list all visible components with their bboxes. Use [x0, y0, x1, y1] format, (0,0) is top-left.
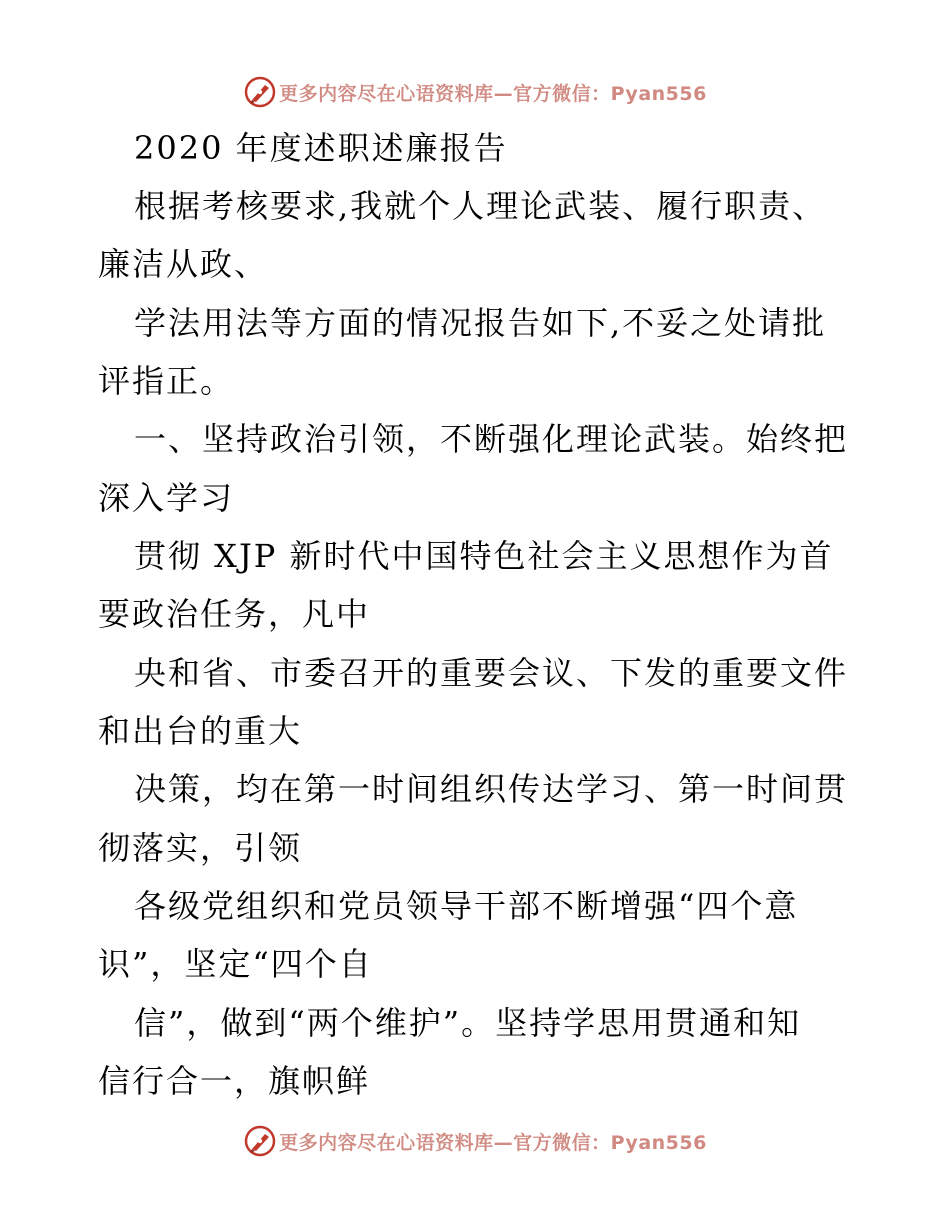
- paragraph-line: 各级党组织和党员领导干部不断增强“四个意: [134, 887, 799, 925]
- paragraph-line: 彻落实，引领: [98, 829, 303, 867]
- paragraph-line: 一、坚持政治引领，不断强化理论武装。始终把: [134, 420, 849, 458]
- paragraph-line: 识”，坚定“四个自: [98, 945, 373, 983]
- paragraph-line: 信”，做到“两个维护”。坚持学思用贯通和知: [134, 1004, 802, 1042]
- paragraph-line: 学法用法等方面的情况报告如下,不妥之处请批: [134, 304, 827, 342]
- watermark-footer: [0, 1121, 950, 1161]
- pen-logo-icon: [243, 1124, 277, 1158]
- pen-logo-icon: [243, 75, 277, 109]
- paragraph-line: 信行合一，旗帜鲜: [98, 1062, 371, 1100]
- watermark-text: 更多内容尽在心语资料库—官方微信：Pyan556: [279, 1131, 707, 1154]
- paragraph-line: 贯彻 XJP 新时代中国特色社会主义思想作为首: [134, 537, 834, 575]
- paragraph-line: 根据考核要求,我就个人理论武装、履行职责、: [134, 187, 827, 225]
- paragraph-line: 央和省、市委召开的重要会议、下发的重要文件: [134, 654, 849, 692]
- paragraph-line: 决策，均在第一时间组织传达学习、第一时间贯: [134, 770, 849, 808]
- watermark-header: [0, 72, 950, 112]
- paragraph-line: 和出台的重大: [98, 712, 303, 750]
- watermark-text: 更多内容尽在心语资料库—官方微信：Pyan556: [279, 82, 707, 105]
- paragraph-line: 评指正。: [98, 362, 235, 400]
- paragraph-line: 廉洁从政、: [98, 245, 269, 283]
- paragraph-line: 深入学习: [98, 479, 235, 517]
- paragraph-line: 要政治任务，凡中: [98, 595, 371, 633]
- document-title: 2020 年度述职述廉报告: [134, 129, 508, 167]
